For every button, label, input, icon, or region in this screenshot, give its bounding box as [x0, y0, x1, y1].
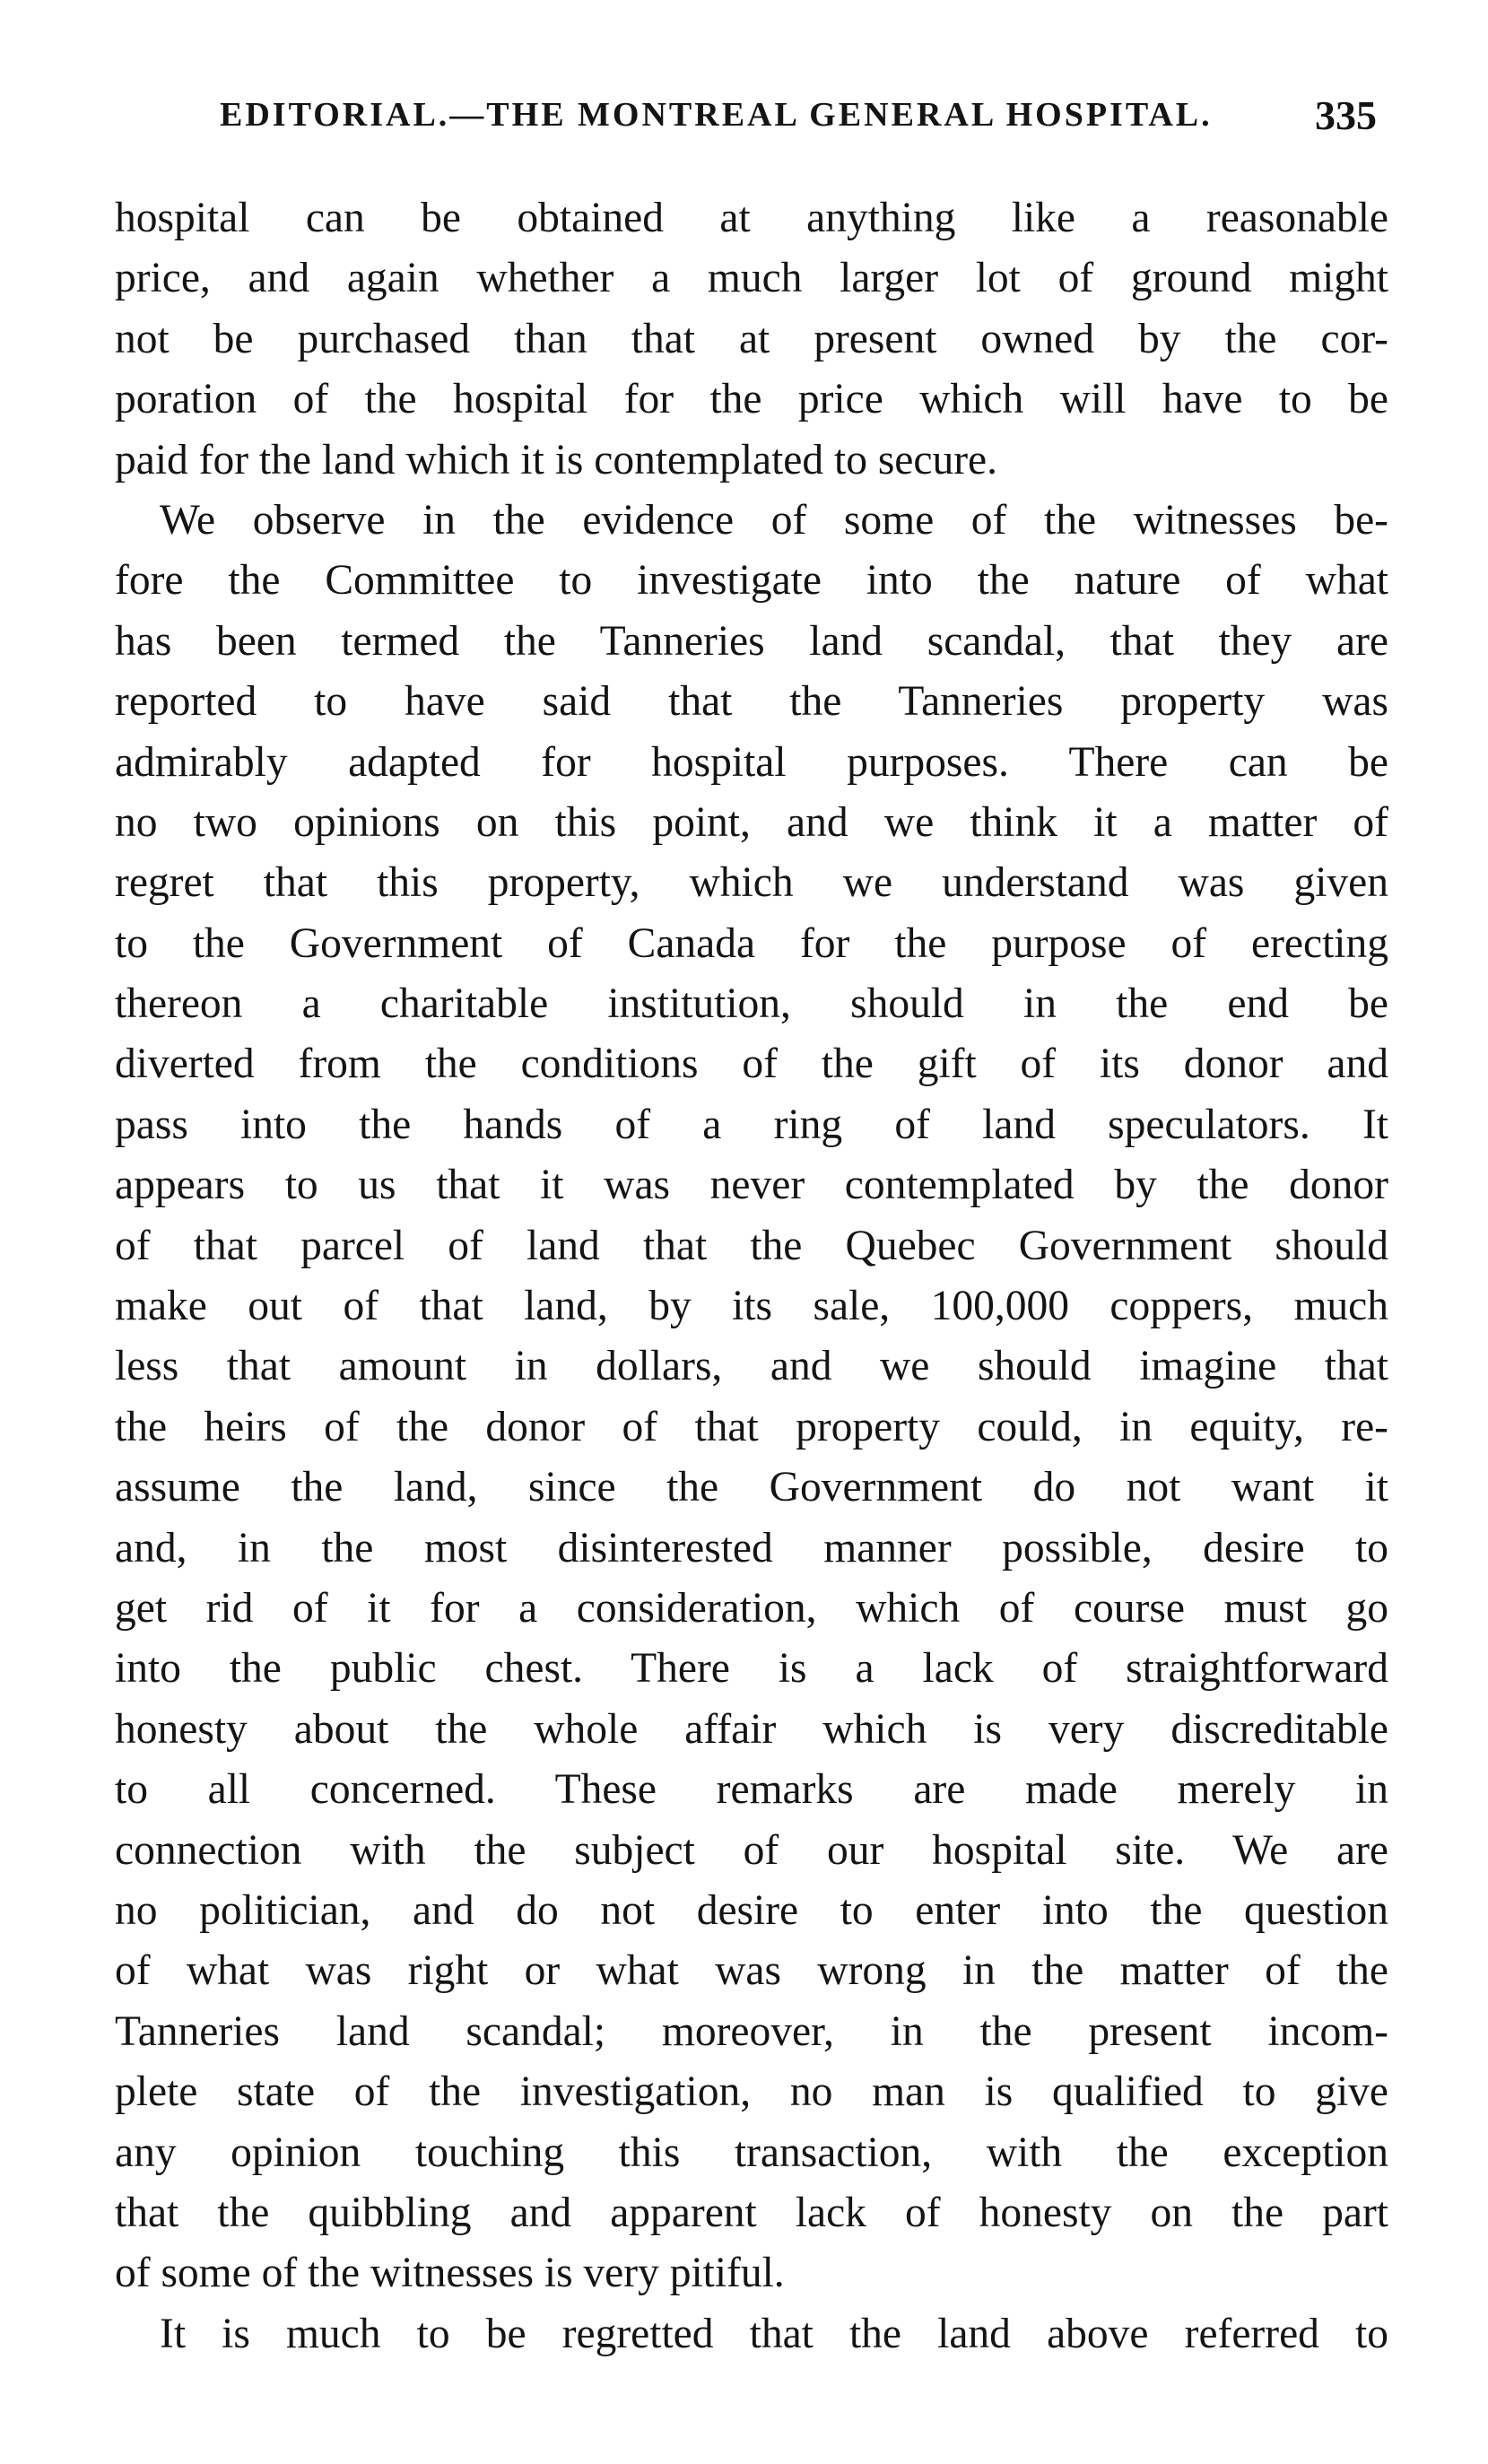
text-line: Tanneries land scandal; moreover, in the present incom-	[115, 2007, 1388, 2055]
text-line: has been termed the Tanneries land scandal, that they are	[115, 617, 1388, 665]
text-line: assume the land, since the Government do not want it	[115, 1464, 1388, 1511]
text-line: of what was right or what was wrong in the matter of the	[115, 1947, 1388, 1995]
text-line: connection with the subject of our hospital site. We are	[115, 1826, 1388, 1874]
text-line: of some of the witnesses is very pitiful.	[115, 2250, 785, 2297]
body-text	[115, 188, 1388, 2364]
text-line: reported to have said that the Tanneries property was	[115, 678, 1388, 726]
text-line: and, in the most disinterested manner possible, desire to	[115, 1524, 1388, 1572]
text-line: no politician, and do not desire to enter into the question	[115, 1886, 1388, 1934]
running-title: EDITORIAL.—THE MONTREAL GENERAL HOSPITAL.	[220, 96, 1213, 134]
text-line: of that parcel of land that the Quebec Government should	[115, 1222, 1388, 1269]
running-head	[220, 92, 1377, 149]
text-line: poration of the hospital for the price which will have to be	[115, 376, 1388, 423]
text-line: honesty about the whole affair which is very discreditable	[115, 1705, 1388, 1753]
page-number: 335	[1315, 92, 1377, 138]
text-line: regret that this property, which we understand was given	[115, 859, 1388, 907]
text-line: fore the Committee to investigate into the nature of what	[115, 557, 1388, 605]
text-line: to the Government of Canada for the purpose of erecting	[115, 919, 1388, 967]
text-line: paid for the land which it is contemplated to secure.	[115, 436, 998, 483]
text-line: get rid of it for a consideration, which of course must go	[115, 1584, 1388, 1632]
text-line: not be purchased than that at present owned by the cor-	[115, 315, 1388, 362]
text-line: make out of that land, by its sale, 100,000 coppers, much	[115, 1283, 1388, 1330]
text-line: any opinion touching this transaction, with the exception	[115, 2129, 1388, 2176]
text-line: the heirs of the donor of that property could, in equity, re-	[115, 1403, 1388, 1450]
text-line: appears to us that it was never contemplated by the donor	[115, 1162, 1388, 1209]
text-line: We observe in the evidence of some of the witnesses be-	[160, 496, 1388, 544]
text-line: It is much to be regretted that the land above referred to	[160, 2310, 1388, 2357]
text-line: into the public chest. There is a lack of straightforward	[115, 1645, 1388, 1693]
text-line: diverted from the conditions of the gift of its donor and	[115, 1040, 1388, 1088]
text-line: less that amount in dollars, and we should imagine that	[115, 1343, 1388, 1390]
text-line: hospital can be obtained at anything like a reasonable	[115, 195, 1388, 241]
text-line: price, and again whether a much larger lot of ground might	[115, 255, 1388, 302]
text-line: to all concerned. These remarks are made merely in	[115, 1766, 1388, 1814]
text-line: plete state of the investigation, no man is qualified to give	[115, 2068, 1388, 2116]
text-line: no two opinions on this point, and we think it a matter of	[115, 798, 1388, 846]
text-line: admirably adapted for hospital purposes. There can be	[115, 738, 1388, 786]
text-line: thereon a charitable institution, should in the end be	[115, 980, 1388, 1028]
text-line: pass into the hands of a ring of land speculators. It	[115, 1101, 1388, 1148]
text-line: that the quibbling and apparent lack of honesty on the part	[115, 2189, 1388, 2236]
